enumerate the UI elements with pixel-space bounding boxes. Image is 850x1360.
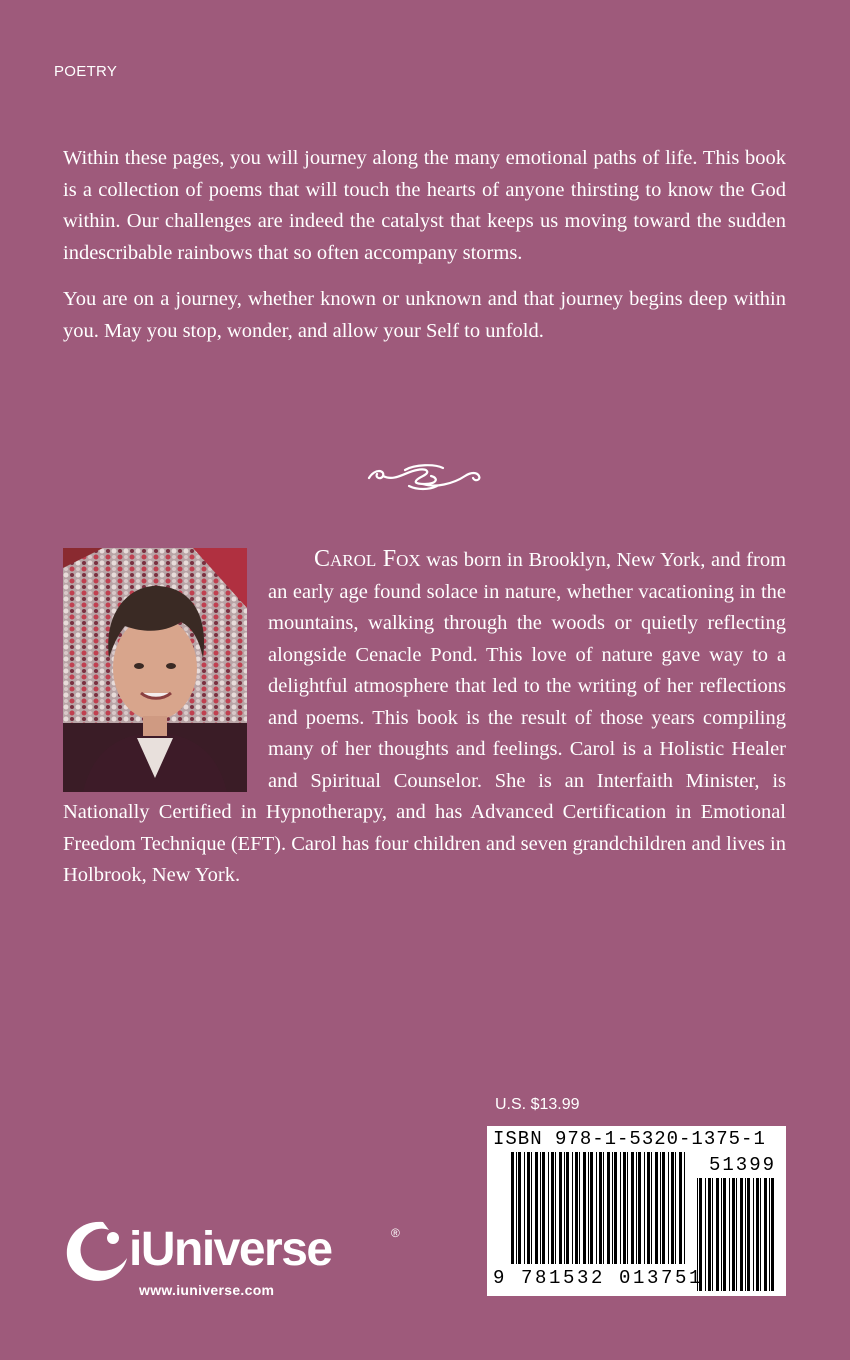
price-label: U.S. $13.99 [495,1096,580,1113]
publisher-logo [63,1216,408,1306]
author-bio [63,544,786,892]
back-cover-blurb [63,143,786,362]
author-name: Carol Fox [314,546,421,572]
blurb-paragraph-1: Within these pages, you will journey along the many emotional paths of life. This book is a collection of poems that will touch the hearts of anyone thirsting to know the God within. Our challenges are indeed the catalyst that keeps us moving toward the sudden indescribable rainbows that so often accompany storms. [63,147,786,264]
barcode-addon-number: 51399 [708,1154,776,1176]
category-label: POETRY [54,63,118,80]
flourish-ornament-icon [365,458,485,494]
publisher-url: www.iuniverse.com [139,1282,275,1298]
iuniverse-swirl-icon [63,1216,133,1286]
ean-number: 9 781532 013751 [493,1267,704,1289]
registered-mark: ® [391,1226,400,1240]
publisher-name: iUniverse [129,1223,332,1276]
blurb-paragraph-2: You are on a journey, whether known or unknown and that journey begins deep within you. May you stop, wonder, and allow your Self to unfold. [63,288,786,342]
isbn-number: ISBN 978-1-5320-1375-1 [493,1128,766,1150]
photo-spacer [63,544,268,796]
author-bio-text: was born in Brooklyn, New York, and from an early age found solace in nature, whether vacationing in the mountains, walking through the woods or quietly reflecting alongside Cenacle Pond. This love of nature gave way to a delightful atmosphere that led to the writing of her reflections and poems. This book is the result of those years compiling many of her thoughts and feelings. Carol is a Holistic Healer and Spiritual Counselor. She is an Interfaith Minister, is Nationally Certified in Hypnotherapy, and has Advanced Certification in Emotional Freedom Technique (EFT). Carol has four children and seven grandchildren and lives in Holbrook, New York. [63,549,787,886]
isbn-barcode [487,1126,786,1296]
